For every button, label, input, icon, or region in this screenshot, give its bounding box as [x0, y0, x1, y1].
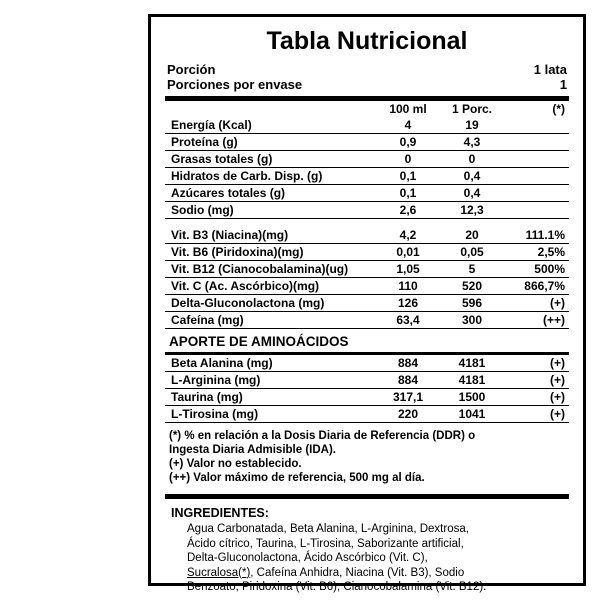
- nutrient-value-100ml: 0,1: [375, 168, 441, 185]
- ingredients-line-highlight: [187, 566, 565, 581]
- nutrient-value-100ml: 0,9: [375, 134, 441, 151]
- ingredients-title: INGREDIENTES:: [171, 506, 269, 520]
- nutrient-name: Vit. B12 (Cianocobalamina)(ug): [165, 261, 375, 278]
- footnote-line: (+) Valor no establecido.: [169, 458, 302, 470]
- footnotes: [165, 423, 569, 490]
- aminoacids-table: [165, 355, 569, 423]
- nutrient-value-dv: 111.1%: [503, 227, 569, 244]
- aminoacid-name: L-Tirosina (mg): [165, 406, 375, 423]
- nutrient-value-dv: 866,7%: [503, 278, 569, 295]
- nutrient-value-portion: 0,4: [441, 185, 503, 202]
- nutrient-value-dv: [503, 185, 569, 202]
- footnote-line: (*) % en relación a la Dosis Diaria de Referencia (DDR) o: [169, 430, 476, 442]
- nutrient-value-dv: 2,5%: [503, 244, 569, 261]
- nutrient-name: Hidratos de Carb. Disp. (g): [165, 168, 375, 185]
- nutrient-value-dv: [503, 168, 569, 185]
- servings-per-container-label: Porciones por envase: [167, 77, 303, 92]
- ingredients-line: Delta-Gluconolactona, Ácido Ascórbico (Vit. C),: [187, 552, 428, 564]
- nutrient-name: Vit. B6 (Piridoxina)(mg): [165, 244, 375, 261]
- aminoacids-section-title: APORTE DE AMINOÁCIDOS: [169, 334, 349, 349]
- nutrient-value-portion: 12,3: [441, 202, 503, 219]
- aminoacid-value-100ml: 220: [375, 406, 441, 423]
- table-row: [165, 406, 569, 423]
- nutrient-value-dv: [503, 151, 569, 168]
- table-row: [165, 372, 569, 389]
- aminoacid-name: Taurina (mg): [165, 389, 375, 406]
- table-row: [165, 389, 569, 406]
- ingredients-line: Benzoato, Piridoxina (Vit. B6), Cianocobalamina (Vit. B12).: [187, 581, 487, 593]
- nutrient-name: Delta-Gluconolactona (mg): [165, 295, 375, 312]
- aminoacid-value-100ml: 884: [375, 355, 441, 372]
- nutrient-name: Proteína (g): [165, 134, 375, 151]
- aminoacid-value-dv: (+): [503, 372, 569, 389]
- table-row: [165, 278, 569, 295]
- footnote-line: (++) Valor máximo de referencia, 500 mg al día.: [169, 472, 425, 484]
- aminoacid-value-100ml: 884: [375, 372, 441, 389]
- nutrition-label-panel: [148, 14, 586, 593]
- ingredients-line: Agua Carbonatada, Beta Alanina, L-Arginina, Dextrosa,: [187, 523, 469, 535]
- nutrient-value-dv: (+): [503, 295, 569, 312]
- table-row: [165, 185, 569, 202]
- page-title: Tabla Nutricional: [266, 27, 468, 55]
- column-header-100ml: 100 ml: [389, 102, 427, 116]
- nutrient-name: Energía (Kcal): [165, 117, 375, 134]
- nutrition-table: [165, 101, 569, 329]
- nutrient-value-portion: 0,4: [441, 168, 503, 185]
- aminoacid-value-portion: 1041: [441, 406, 503, 423]
- servings-per-container-row: [165, 77, 569, 92]
- footnote-line: Ingesta Diaria Admisible (IDA).: [169, 444, 336, 456]
- ingredients-line-rest: , Cafeína Anhidra, Niacina (Vit. B3), Sodio: [250, 566, 465, 579]
- aminoacid-value-100ml: 317,1: [375, 389, 441, 406]
- table-row: [165, 261, 569, 278]
- nutrient-value-portion: 520: [441, 278, 503, 295]
- nutrient-value-portion: 0,05: [441, 244, 503, 261]
- nutrient-name: Azúcares totales (g): [165, 185, 375, 202]
- nutrient-value-100ml: 4,2: [375, 227, 441, 244]
- nutrient-value-portion: 20: [441, 227, 503, 244]
- ingredients-line: Ácido cítrico, Taurina, L-Tirosina, Saborizante artificial,: [187, 537, 464, 550]
- nutrient-value-portion: 0: [441, 151, 503, 168]
- portion-label: Porción: [167, 62, 216, 77]
- nutrient-name: Sodio (mg): [165, 202, 375, 219]
- aminoacid-value-portion: 4181: [441, 355, 503, 372]
- table-row: [165, 168, 569, 185]
- nutrient-value-100ml: 2,6: [375, 202, 441, 219]
- table-row: [165, 227, 569, 244]
- nutrient-value-portion: 5: [441, 261, 503, 278]
- servings-per-container-value: 1: [559, 77, 567, 92]
- nutrient-value-dv: [503, 202, 569, 219]
- nutrient-value-portion: 300: [441, 312, 503, 329]
- nutrient-name: Vit. C (Ac. Ascórbico)(mg): [165, 278, 375, 295]
- nutrient-name: Cafeína (mg): [165, 312, 375, 329]
- column-header-name: [165, 101, 375, 117]
- table-row: [165, 355, 569, 372]
- table-row: [165, 295, 569, 312]
- ingredients-sweetener: Sucralosa(*): [187, 566, 251, 579]
- column-header-dv: (*): [552, 102, 565, 116]
- nutrient-value-dv: [503, 117, 569, 134]
- aminoacid-name: Beta Alanina (mg): [165, 355, 375, 372]
- portion-value: 1 lata: [533, 62, 567, 77]
- table-row: [165, 134, 569, 151]
- serving-portion-row: [165, 62, 569, 77]
- aminoacid-value-portion: 4181: [441, 372, 503, 389]
- column-header-portion: 1 Porc.: [451, 102, 493, 116]
- nutrient-value-dv: 500%: [503, 261, 569, 278]
- nutrient-value-100ml: 0,1: [375, 185, 441, 202]
- nutrient-name: Vit. B3 (Niacina)(mg): [165, 227, 375, 244]
- table-row: [165, 312, 569, 329]
- table-row: [165, 202, 569, 219]
- table-row: [165, 117, 569, 134]
- nutrient-value-portion: 19: [441, 117, 503, 134]
- aminoacid-value-dv: (+): [503, 406, 569, 423]
- aminoacid-value-portion: 1500: [441, 389, 503, 406]
- aminoacid-value-dv: (+): [503, 389, 569, 406]
- aminoacid-value-dv: (+): [503, 355, 569, 372]
- table-row: [165, 151, 569, 168]
- aminoacid-name: L-Arginina (mg): [165, 372, 375, 389]
- nutrient-value-100ml: 1,05: [375, 261, 441, 278]
- nutrient-value-portion: 596: [441, 295, 503, 312]
- nutrient-value-100ml: 0: [375, 151, 441, 168]
- nutrient-value-100ml: 126: [375, 295, 441, 312]
- nutrient-value-100ml: 63,4: [375, 312, 441, 329]
- nutrient-value-dv: [503, 134, 569, 151]
- ingredients-body: [165, 522, 569, 595]
- table-spacer: [165, 219, 569, 228]
- nutrient-name: Grasas totales (g): [165, 151, 375, 168]
- table-header-row: [165, 101, 569, 117]
- table-row: [165, 244, 569, 261]
- nutrient-value-dv: (++): [503, 312, 569, 329]
- nutrient-value-portion: 4,3: [441, 134, 503, 151]
- nutrient-value-100ml: 110: [375, 278, 441, 295]
- nutrient-value-100ml: 4: [375, 117, 441, 134]
- nutrient-value-100ml: 0,01: [375, 244, 441, 261]
